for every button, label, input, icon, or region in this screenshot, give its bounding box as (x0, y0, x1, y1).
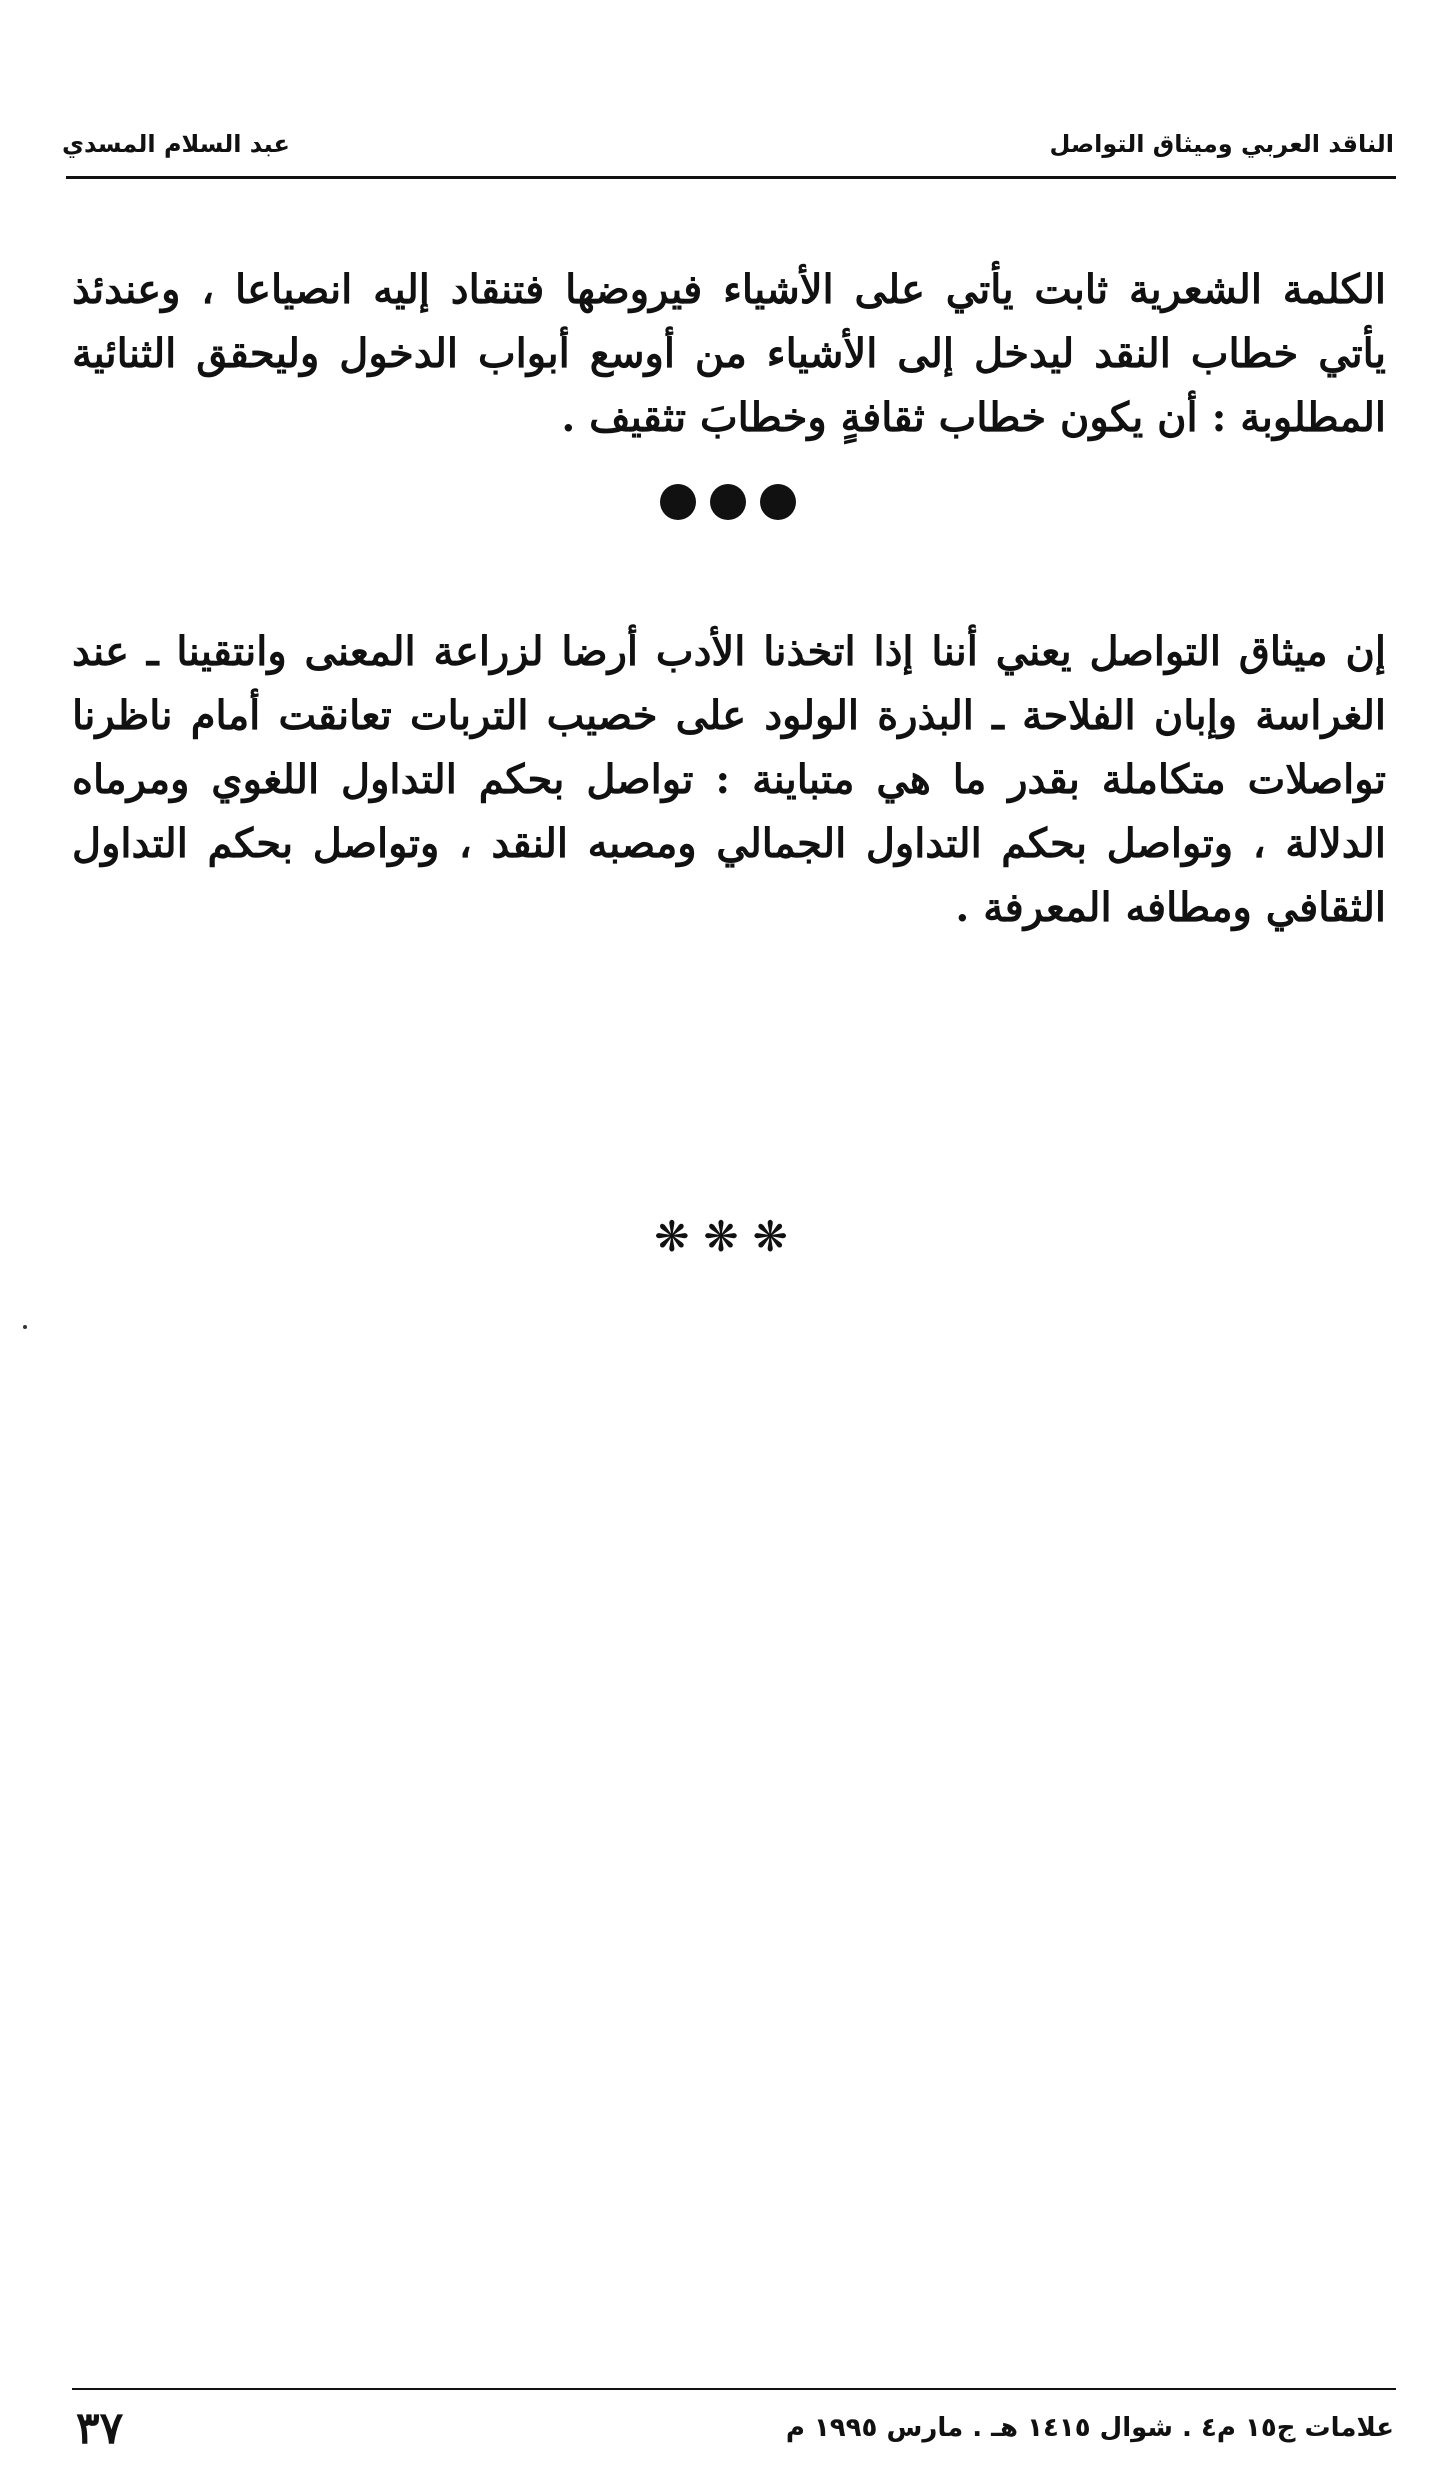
paragraph-2: إن ميثاق التواصل يعني أننا إذا اتخذنا الأدب أرضا لزراعة المعنى وانتقينا ـ عند الغراسة وإبان الفلاحة ـ البذرة الولود على خصيب التربات تعانقت أمام ناظرنا تواصلات متكاملة بقدر ما هي متباينة : تواصل بحكم التداول اللغوي ومرماه الدلالة ، وتواصل بحكم التداول الجمالي ومصبه النقد ، وتواصل بحكم التداول الثقافي ومطافه المعرفة . (72, 628, 1386, 931)
footer-rule (72, 2388, 1396, 2390)
separator-dot (660, 484, 696, 520)
end-ornament-stars: ❋❋❋ (654, 1212, 802, 1261)
page-number: ٣٧ (76, 2402, 124, 2454)
separator-dot (710, 484, 746, 520)
separator-dot (760, 484, 796, 520)
running-head-author: عبد السلام المسدي (62, 130, 290, 158)
running-head-title: الناقد العربي وميثاق التواصل (1049, 130, 1394, 158)
scan-speck (23, 1325, 27, 1329)
journal-info: علامات ج١٥ م٤ . شوال ١٤١٥ هـ . مارس ١٩٩٥ م (785, 2413, 1394, 2443)
paragraph-1: الكلمة الشعرية ثابت يأتي على الأشياء فيروضها فتنقاد إليه انصياعا ، وعندئذ يأتي خطاب النقد ليدخل إلى الأشياء من أوسع أبواب الدخول وليحقق الثنائية المطلوبة : أن يكون خطاب ثقافةٍ وخطابَ تثقيف . (72, 266, 1386, 441)
header-rule (66, 176, 1396, 179)
running-head (62, 118, 1394, 170)
section-separator-dots (0, 484, 1456, 520)
footer (76, 2398, 1394, 2458)
